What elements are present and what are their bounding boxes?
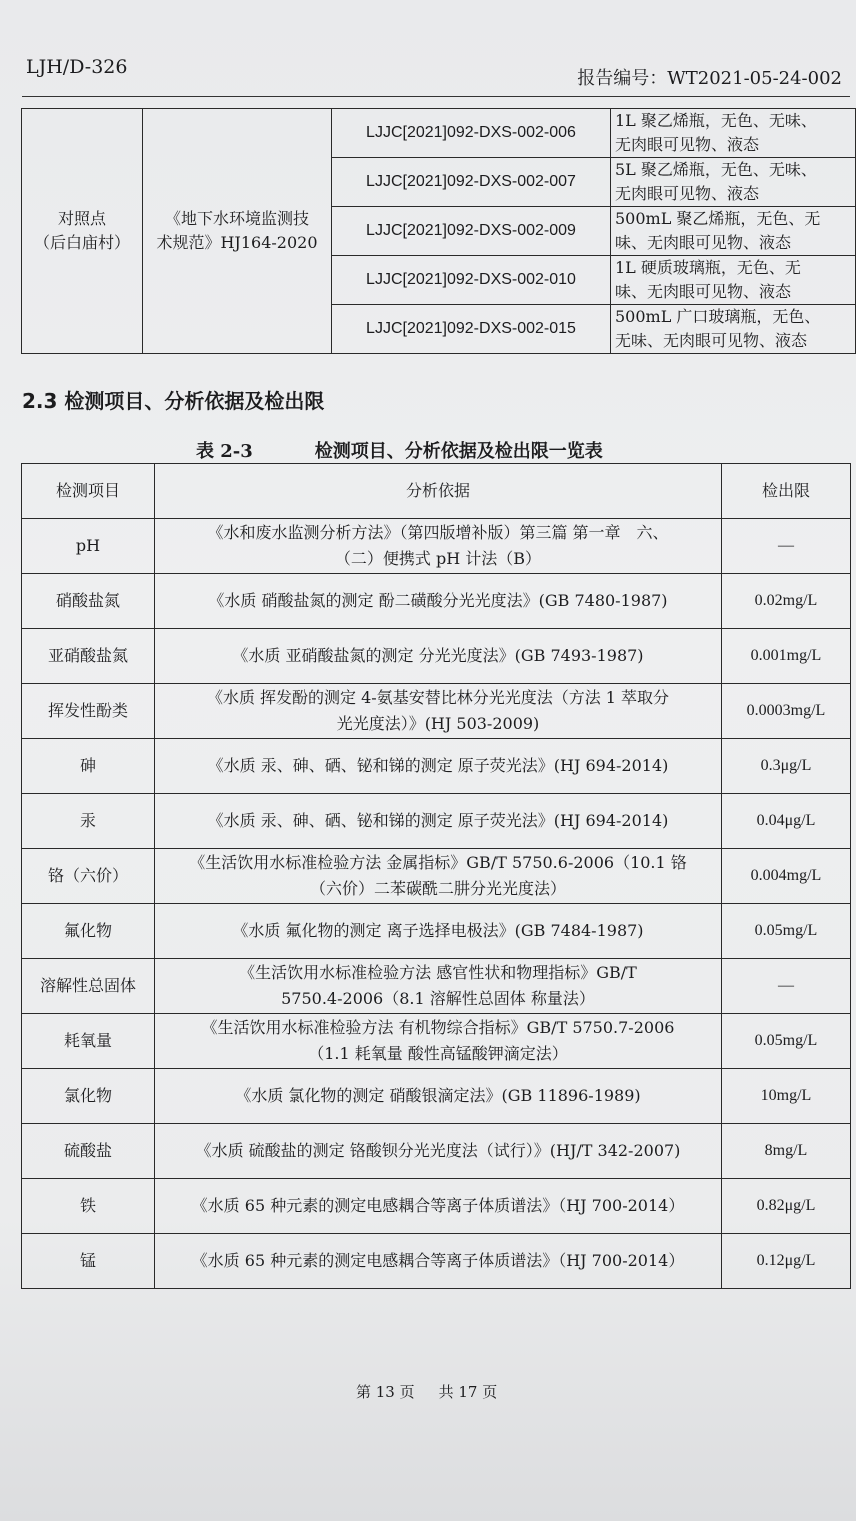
test-item: 硝酸盐氮 — [22, 574, 155, 629]
standard-line: 术规范》HJ164-2020 — [156, 233, 318, 252]
detection-limit: 0.05mg/L — [722, 904, 851, 959]
sampling-point-line: （后白庙村） — [33, 233, 130, 252]
detection-limit: — — [722, 959, 851, 1014]
analysis-basis — [155, 959, 722, 1014]
detection-limit: 0.12μg/L — [722, 1234, 851, 1289]
table-title-text: 检测项目、分析依据及检出限一览表 — [314, 441, 603, 462]
page-total: 共 17 页 — [438, 1383, 498, 1401]
analysis-basis — [155, 904, 722, 959]
detection-limit: 0.02mg/L — [722, 574, 851, 629]
test-item: 亚硝酸盐氮 — [22, 629, 155, 684]
document-code: LJH/D-326 — [26, 56, 128, 78]
table-row — [22, 629, 851, 684]
sample-description — [611, 256, 856, 305]
test-item: 铬（六价） — [22, 849, 155, 904]
sample-id: LJJC[2021]092-DXS-002-015 — [332, 305, 611, 354]
analysis-basis — [155, 1234, 722, 1289]
test-item: 锰 — [22, 1234, 155, 1289]
desc-line: 500mL 广口玻璃瓶，无色、 — [615, 307, 821, 326]
detection-limit: 0.04μg/L — [722, 794, 851, 849]
section-title: 2.3 检测项目、分析依据及检出限 — [22, 389, 325, 413]
basis-line: 《水质 氯化物的测定 硝酸银滴定法》(GB 11896-1989) — [235, 1086, 641, 1105]
table-row — [22, 1179, 851, 1234]
desc-line: 无肉眼可见物、液态 — [615, 135, 760, 154]
sampling-point-line: 对照点 — [57, 209, 106, 228]
test-item: pH — [22, 519, 155, 574]
sample-id: LJJC[2021]092-DXS-002-009 — [332, 207, 611, 256]
table-caption — [196, 437, 603, 463]
basis-line: 《水质 挥发酚的测定 4-氨基安替比林分光光度法（方法 1 萃取分 — [206, 688, 670, 707]
detection-limit: 0.004mg/L — [722, 849, 851, 904]
sample-id: LJJC[2021]092-DXS-002-007 — [332, 158, 611, 207]
analysis-basis — [155, 1014, 722, 1069]
desc-line: 无肉眼可见物、液态 — [615, 184, 760, 203]
test-item: 砷 — [22, 739, 155, 794]
desc-line: 500mL 聚乙烯瓶，无色、无 — [615, 209, 821, 228]
sample-id: LJJC[2021]092-DXS-002-006 — [332, 109, 611, 158]
detection-limit: 0.05mg/L — [722, 1014, 851, 1069]
detection-limit: 0.3μg/L — [722, 739, 851, 794]
basis-line: 5750.4-2006（8.1 溶解性总固体 称量法） — [281, 989, 595, 1008]
sampling-point-cell — [22, 109, 143, 354]
basis-line: 《生活饮用水标准检验方法 有机物综合指标》GB/T 5750.7-2006 — [201, 1018, 675, 1037]
basis-line: 《水质 硫酸盐的测定 铬酸钡分光光度法（试行）》(HJ/T 342-2007) — [195, 1141, 681, 1160]
basis-line: 《水质 亚硝酸盐氮的测定 分光光度法》(GB 7493-1987) — [232, 646, 644, 665]
basis-line: 《水质 汞、砷、硒、铋和锑的测定 原子荧光法》(HJ 694-2014) — [207, 756, 669, 775]
page-footer — [356, 1381, 497, 1402]
analysis-table-body — [22, 519, 851, 1289]
test-item: 氟化物 — [22, 904, 155, 959]
table-row — [22, 1124, 851, 1179]
analysis-basis — [155, 684, 722, 739]
table-header-row — [22, 464, 851, 519]
analysis-basis — [155, 1124, 722, 1179]
page-number: 第 13 页 — [356, 1383, 415, 1401]
detection-limit: 8mg/L — [722, 1124, 851, 1179]
analysis-basis — [155, 1069, 722, 1124]
table-row — [22, 1014, 851, 1069]
analysis-basis — [155, 1179, 722, 1234]
basis-line: 光光度法）》(HJ 503-2009) — [336, 714, 540, 733]
column-header: 检测项目 — [22, 464, 155, 519]
column-header: 分析依据 — [155, 464, 722, 519]
analysis-basis — [155, 739, 722, 794]
desc-line: 无味、无肉眼可见物、液态 — [615, 331, 808, 350]
sample-table — [21, 108, 856, 354]
basis-line: 《生活饮用水标准检验方法 感官性状和物理指标》GB/T — [239, 963, 637, 982]
detection-limit: — — [722, 519, 851, 574]
desc-line: 味、无肉眼可见物、液态 — [615, 233, 792, 252]
report-number: 报告编号：WT2021-05-24-002 — [577, 68, 842, 89]
basis-line: （1.1 耗氧量 酸性高锰酸钾滴定法） — [308, 1044, 568, 1063]
analysis-basis — [155, 519, 722, 574]
table-row — [22, 794, 851, 849]
test-item: 汞 — [22, 794, 155, 849]
test-item: 铁 — [22, 1179, 155, 1234]
table-row — [22, 519, 851, 574]
header-divider — [22, 96, 850, 97]
test-item: 溶解性总固体 — [22, 959, 155, 1014]
detection-limit: 0.001mg/L — [722, 629, 851, 684]
analysis-basis — [155, 574, 722, 629]
desc-line: 味、无肉眼可见物、液态 — [615, 282, 792, 301]
basis-line: 《水质 65 种元素的测定电感耦合等离子体质谱法》（HJ 700-2014） — [191, 1251, 685, 1270]
table-row — [22, 1234, 851, 1289]
test-item: 氯化物 — [22, 1069, 155, 1124]
column-header: 检出限 — [722, 464, 851, 519]
detection-limit: 0.0003mg/L — [722, 684, 851, 739]
analysis-table — [21, 463, 851, 1289]
standard-line: 《地下水环境监测技 — [164, 209, 309, 228]
sample-description — [611, 109, 856, 158]
table-row — [22, 739, 851, 794]
detection-limit: 10mg/L — [722, 1069, 851, 1124]
desc-line: 1L 聚乙烯瓶，无色、无味、 — [615, 111, 817, 130]
sample-id: LJJC[2021]092-DXS-002-010 — [332, 256, 611, 305]
analysis-basis — [155, 794, 722, 849]
desc-line: 1L 硬质玻璃瓶，无色、无 — [615, 258, 801, 277]
basis-line: （二）便携式 pH 计法（B） — [334, 549, 542, 568]
table-row — [22, 904, 851, 959]
basis-line: 《水质 氟化物的测定 离子选择电极法》(GB 7484-1987) — [232, 921, 644, 940]
sample-description — [611, 158, 856, 207]
basis-line: （六价）二苯碳酰二肼分光光度法） — [309, 879, 566, 898]
basis-line: 《水质 硝酸盐氮的测定 酚二磺酸分光光度法》(GB 7480-1987) — [208, 591, 668, 610]
table-row — [22, 574, 851, 629]
table-row — [22, 959, 851, 1014]
detection-limit: 0.82μg/L — [722, 1179, 851, 1234]
desc-line: 5L 聚乙烯瓶，无色、无味、 — [615, 160, 817, 179]
table-row — [22, 684, 851, 739]
table-row — [22, 1069, 851, 1124]
basis-line: 《生活饮用水标准检验方法 金属指标》GB/T 5750.6-2006（10.1 铬 — [189, 853, 687, 872]
basis-line: 《水质 汞、砷、硒、铋和锑的测定 原子荧光法》(HJ 694-2014) — [207, 811, 669, 830]
standard-cell — [143, 109, 332, 354]
sample-description — [611, 305, 856, 354]
table-row — [22, 109, 856, 158]
test-item: 硫酸盐 — [22, 1124, 155, 1179]
test-item: 挥发性酚类 — [22, 684, 155, 739]
analysis-basis — [155, 849, 722, 904]
sample-description — [611, 207, 856, 256]
basis-line: 《水质 65 种元素的测定电感耦合等离子体质谱法》（HJ 700-2014） — [191, 1196, 685, 1215]
table-row — [22, 849, 851, 904]
table-label: 表 2-3 — [196, 441, 253, 462]
test-item: 耗氧量 — [22, 1014, 155, 1069]
basis-line: 《水和废水监测分析方法》（第四版增补版）第三篇 第一章 六、 — [207, 523, 669, 542]
analysis-basis — [155, 629, 722, 684]
